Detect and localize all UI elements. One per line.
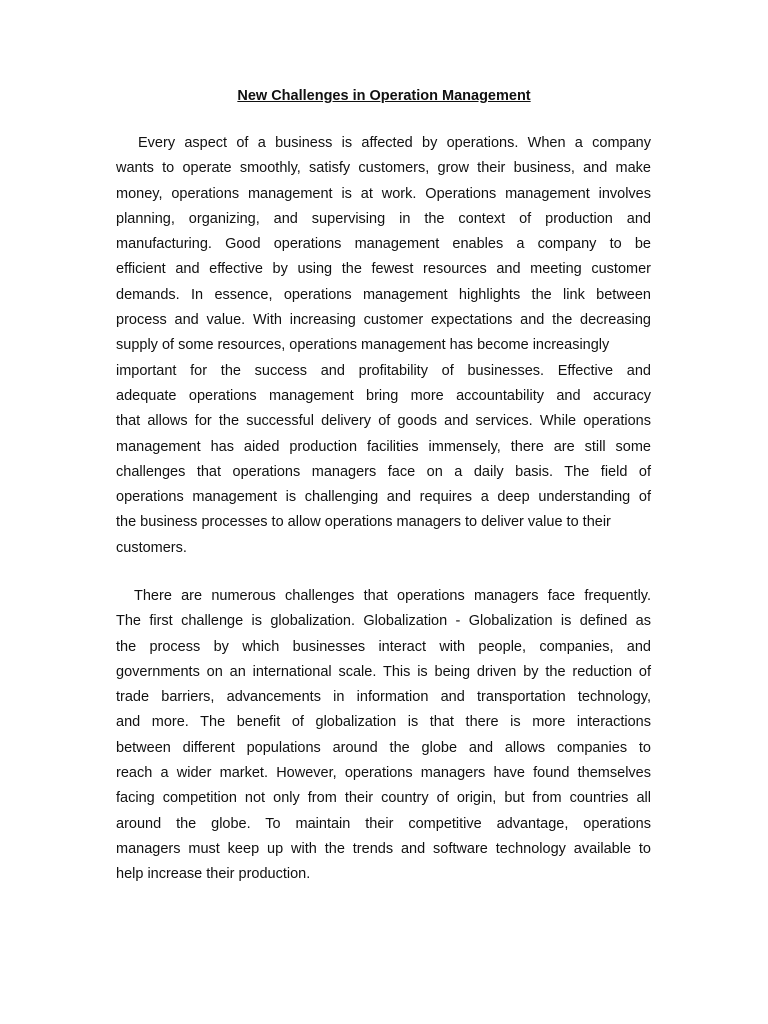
text-line: process and value. With increasing customer expectations and the decreasing [116, 312, 651, 329]
paragraph-2 [116, 584, 651, 888]
document-title: New Challenges in Operation Management [237, 88, 531, 104]
text-line: trade barriers, advancements in information and transportation technology, [116, 689, 651, 706]
text-line: planning, organizing, and supervising in the context of production and [116, 210, 651, 227]
text-line: governments on an international scale. This is being driven by the reduction of [116, 663, 651, 680]
text-line: customers. [116, 539, 187, 556]
text-line: the process by which businesses interact with people, companies, and [116, 638, 651, 655]
text-line: operations management is challenging and requires a deep understanding of [116, 489, 651, 506]
text-line: reach a wider market. However, operations managers have found themselves [116, 765, 651, 782]
text-line: and more. The benefit of globalization is that there is more interactions [116, 714, 651, 731]
text-line: manufacturing. Good operations management enables a company to be [116, 236, 651, 253]
text-line: around the globe. To maintain their competitive advantage, operations [116, 815, 651, 832]
text-line: between different populations around the globe and allows companies to [116, 739, 651, 756]
text-line: There are numerous challenges that operations managers face frequently. [134, 588, 651, 604]
text-line: Every aspect of a business is affected by operations. When a company [138, 135, 651, 151]
text-line: managers must keep up with the trends and software technology available to [116, 840, 651, 857]
text-line: important for the success and profitability of businesses. Effective and [116, 362, 651, 379]
text-line: facing competition not only from their country of origin, but from countries all [116, 790, 651, 807]
text-line: supply of some resources, operations management has become increasingly [116, 337, 610, 354]
text-line: adequate operations management bring more accountability and accuracy [116, 387, 651, 404]
text-line: efficient and effective by using the fewest resources and meeting customer [116, 261, 651, 278]
text-line: the business processes to allow operations managers to deliver value to their [116, 514, 611, 531]
text-line: demands. In essence, operations management highlights the link between [116, 286, 651, 303]
text-line: money, operations management is at work. Operations management involves [116, 185, 651, 202]
text-line: that allows for the successful delivery of goods and services. While operations [116, 413, 651, 430]
paragraph-1 [116, 131, 651, 561]
text-line: management has aided production facilities immensely, there are still some [116, 438, 651, 455]
text-line: challenges that operations managers face on a daily basis. The field of [116, 463, 651, 480]
text-line: The first challenge is globalization. Globalization - Globalization is defined as [116, 613, 651, 630]
text-line: wants to operate smoothly, satisfy customers, grow their business, and make [116, 160, 651, 177]
text-line: help increase their production. [116, 866, 311, 883]
